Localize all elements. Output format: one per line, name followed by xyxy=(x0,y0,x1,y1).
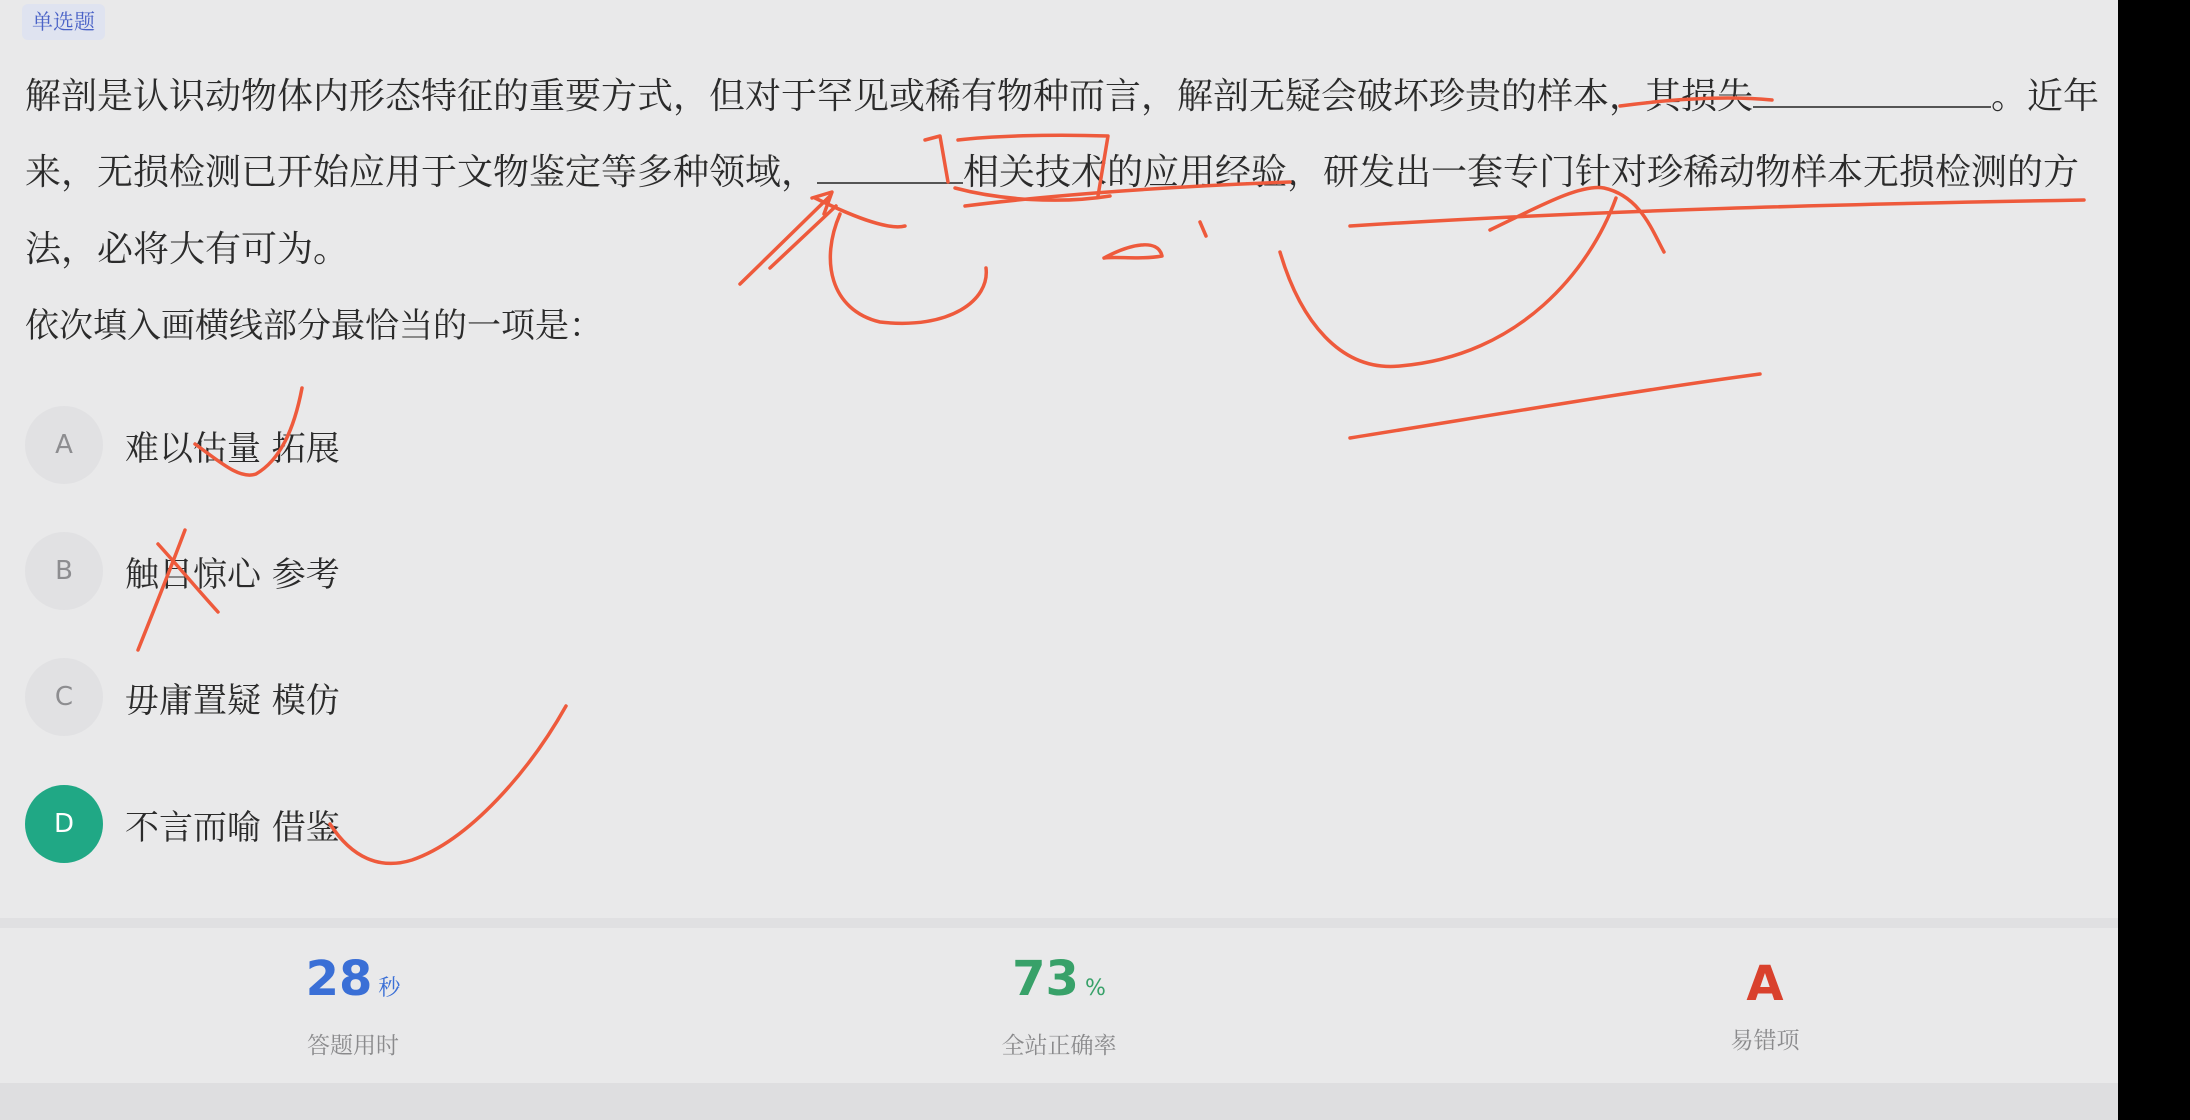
question-stem-line-1 xyxy=(25,72,2099,121)
section-divider xyxy=(0,918,2118,928)
stem-text: 。近年 xyxy=(1991,76,2100,117)
option-c-letter: C xyxy=(25,658,103,736)
ink-arrow-shaft xyxy=(815,198,905,227)
option-d-letter: D xyxy=(25,785,103,863)
stat-error-prone-value: A xyxy=(1746,956,1784,1012)
bottom-strip xyxy=(0,1083,2118,1120)
stat-error-prone-label: 易错项 xyxy=(1730,1028,1800,1054)
stem-text: 解剖是认识动物体内形态特征的重要方式，但对于罕见或稀有物种而言，解剖无疑会破坏珍贵的样本，其损失 xyxy=(25,76,1754,117)
ink-long-line xyxy=(1350,188,2084,252)
stat-time xyxy=(0,928,706,1083)
stem-text: 来，无损检测已开始应用于文物鉴定等多种领域， xyxy=(25,152,818,193)
stat-accuracy-unit: % xyxy=(1084,976,1106,1001)
option-b-letter: B xyxy=(25,532,103,610)
answer-blank-2 xyxy=(817,148,963,184)
stat-error-prone xyxy=(1412,928,2118,1083)
answer-blank-1 xyxy=(1753,72,1991,108)
stat-time-value: 28 xyxy=(305,951,373,1007)
option-d[interactable] xyxy=(25,785,725,863)
option-a-letter: A xyxy=(25,406,103,484)
question-prompt: 依次填入画横线部分最恰当的一项是： xyxy=(25,306,603,346)
option-d-text: 不言而喻 借鉴 xyxy=(125,807,340,848)
option-c-text: 毋庸置疑 模仿 xyxy=(125,680,340,721)
option-a[interactable] xyxy=(25,406,725,484)
question-stem-line-2 xyxy=(25,148,2079,197)
stat-time-value-row xyxy=(306,951,401,1017)
stem-text: 相关技术的应用经验，研发出一套专门针对珍稀动物样本无损检测的方 xyxy=(963,152,2080,193)
stat-accuracy-value: 73 xyxy=(1012,951,1079,1007)
ink-small-mark xyxy=(1104,222,1206,258)
ink-big-curve xyxy=(1280,198,1616,366)
ink-arrow xyxy=(740,192,836,284)
stat-time-unit: 秒 xyxy=(378,976,401,1001)
option-b[interactable] xyxy=(25,532,725,610)
question-stem-line-3 xyxy=(25,226,349,274)
stats-bar xyxy=(0,928,2118,1083)
stat-accuracy-value-row xyxy=(1012,951,1106,1017)
stat-accuracy xyxy=(706,928,1412,1083)
window-edge xyxy=(2118,0,2190,1120)
ink-loop xyxy=(830,214,986,323)
ink-lower-line xyxy=(1350,374,1760,438)
stat-accuracy-label: 全站正确率 xyxy=(1001,1033,1117,1059)
stem-text: 法，必将大有可为。 xyxy=(25,229,350,270)
question-type-badge: 单选题 xyxy=(22,4,105,40)
option-a-text: 难以估量 拓展 xyxy=(125,428,340,469)
option-c[interactable] xyxy=(25,658,725,736)
option-b-text: 触目惊心 参考 xyxy=(125,554,340,595)
stat-time-label: 答题用时 xyxy=(307,1033,399,1059)
